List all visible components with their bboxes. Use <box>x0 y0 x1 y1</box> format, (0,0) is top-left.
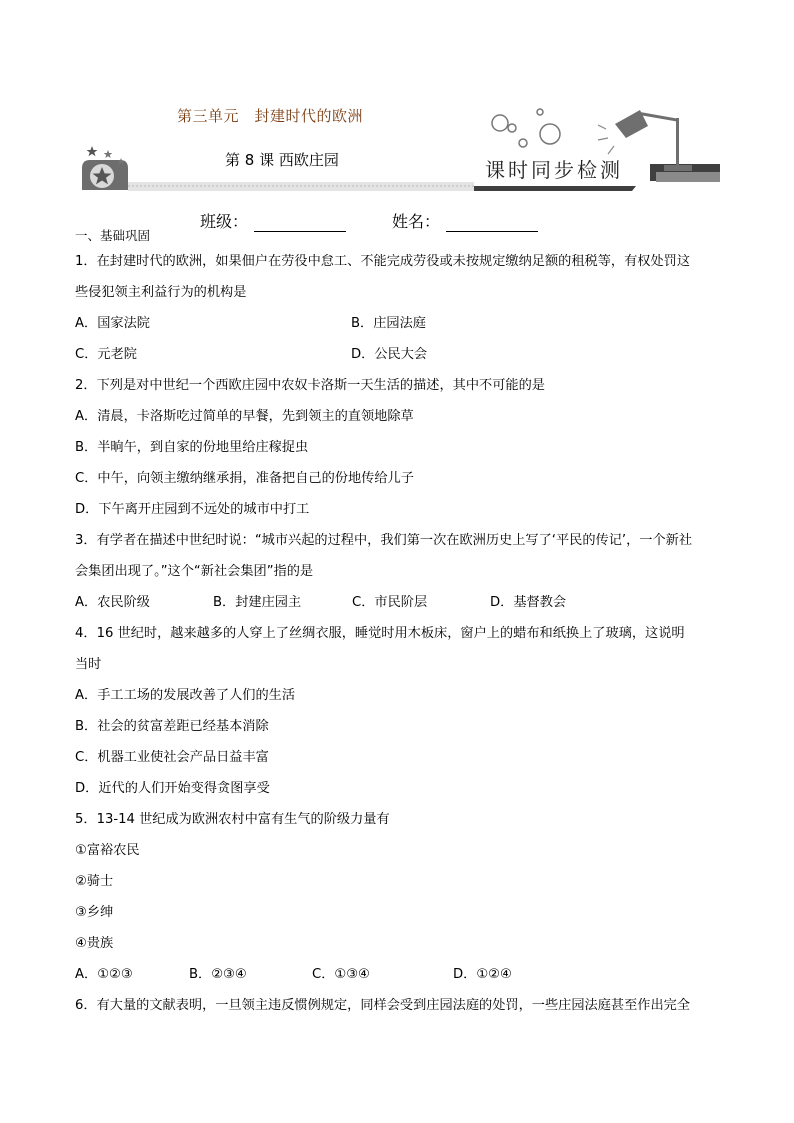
page-header <box>0 0 794 200</box>
option-c[interactable]: C．①③④ <box>312 967 370 982</box>
option-d[interactable]: D．基督教会 <box>490 595 567 610</box>
question-1-line-2: 些侵犯领主利益行为的机构是 <box>75 285 247 300</box>
option-d[interactable]: D．①②④ <box>453 967 512 982</box>
question-4-line-1: 4．16 世纪时，越来越多的人穿上了丝绸衣服，睡觉时用木板床，窗户上的蜡布和纸换上了玻璃，这说明 <box>75 626 685 641</box>
worksheet-content <box>75 228 725 1021</box>
section-heading: 一、基础巩固 <box>75 228 151 243</box>
option-d[interactable]: D．下午离开庄园到不远处的城市中打工 <box>75 502 310 517</box>
option-a[interactable]: A．农民阶级 <box>75 595 150 610</box>
item-4: ④贵族 <box>75 936 114 951</box>
option-c[interactable]: C．中午，向领主缴纳继承捐，准备把自己的份地传给儿子 <box>75 471 414 486</box>
option-b[interactable]: B．庄园法庭 <box>351 316 426 331</box>
option-d[interactable]: D．公民大会 <box>351 347 428 362</box>
option-d[interactable]: D．近代的人们开始变得贪图享受 <box>75 781 270 796</box>
header-decoration <box>0 0 794 200</box>
option-c[interactable]: C．市民阶层 <box>352 595 428 610</box>
lesson-title: 第 8 课 西欧庄园 <box>225 151 339 169</box>
option-a[interactable]: A．①②③ <box>75 967 133 982</box>
option-c[interactable]: C．机器工业使社会产品日益丰富 <box>75 750 269 765</box>
option-a[interactable]: A．国家法院 <box>75 316 150 331</box>
option-b[interactable]: B．②③④ <box>189 967 247 982</box>
question-3-options <box>75 587 725 618</box>
question-1-line-1: 1．在封建时代的欧洲，如果佃户在劳役中怠工、不能完成劳役或未按规定缴纳足额的租税等，有权处罚这 <box>75 254 691 269</box>
option-b[interactable]: B．封建庄园主 <box>213 595 302 610</box>
option-a[interactable]: A．清晨，卡洛斯吃过简单的早餐，先到领主的直领地除草 <box>75 409 414 424</box>
bubbles-icon <box>492 109 560 147</box>
star-badge-icon <box>82 146 128 190</box>
question-3-line-2: 会集团出现了。”这个“新社会集团”指的是 <box>75 564 314 579</box>
option-a[interactable]: A．手工工场的发展改善了人们的生活 <box>75 688 296 703</box>
question-5-stem: 5．13-14 世纪成为欧洲农村中富有生气的阶级力量有 <box>75 812 390 827</box>
option-b[interactable]: B．半晌午，到自家的份地里给庄稼捉虫 <box>75 440 309 455</box>
item-2: ②骑士 <box>75 874 114 889</box>
option-b[interactable]: B．社会的贫富差距已经基本消除 <box>75 719 269 734</box>
question-5-options <box>75 959 725 990</box>
question-1-options-row-1 <box>75 308 725 339</box>
item-1: ①富裕农民 <box>75 843 140 858</box>
banner-text: 课时同步检测 <box>485 158 623 182</box>
name-label: 姓名： <box>392 212 441 231</box>
item-3: ③乡绅 <box>75 905 114 920</box>
question-6-line-1: 6．有大量的文献表明，一旦领主违反惯例规定，同样会受到庄园法庭的处罚，一些庄园法庭甚至作出完全 <box>75 998 691 1013</box>
class-label: 班级： <box>200 212 249 231</box>
option-c[interactable]: C．元老院 <box>75 347 137 362</box>
question-1-options-row-2 <box>75 339 725 370</box>
unit-title: 第三单元 封建时代的欧洲 <box>177 107 364 125</box>
question-2-stem: 2．下列是对中世纪一个西欧庄园中农奴卡洛斯一天生活的描述，其中不可能的是 <box>75 378 545 393</box>
question-3-line-1: 3．有学者在描述中世纪时说：“城市兴起的过程中，我们第一次在欧洲历史上写了‘平民的传记’，一个新社 <box>75 533 693 548</box>
question-4-line-2: 当时 <box>75 657 102 672</box>
